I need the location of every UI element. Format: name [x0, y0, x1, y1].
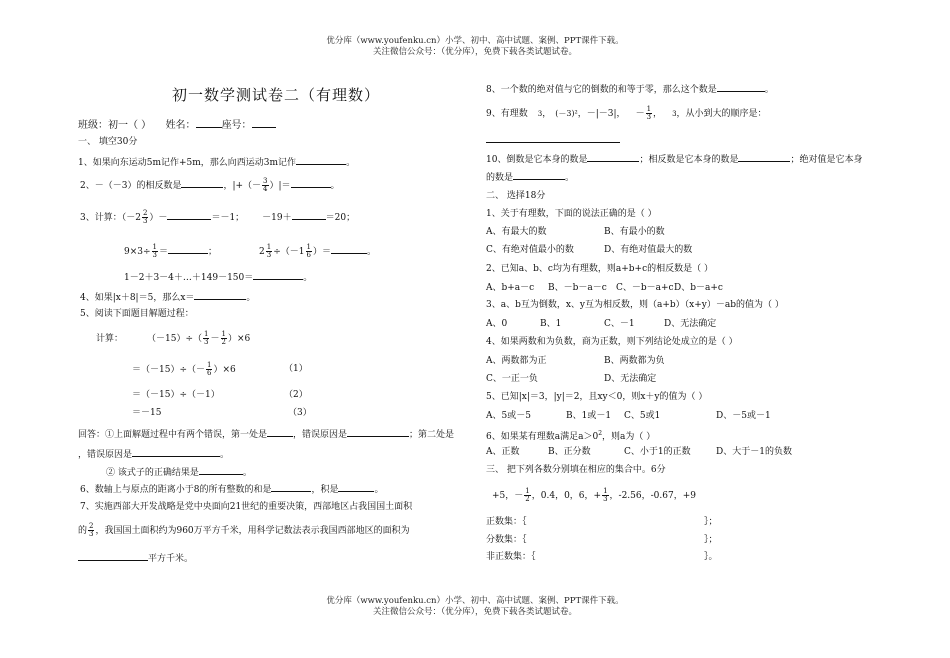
- footer-line-2: 关注微信公众号：（优分库），免费下载各类试题试卷。: [372, 607, 577, 617]
- step0-text-a: （－15）÷（: [147, 334, 203, 344]
- q10-text-a: 10、倒数是它本身的数是: [486, 155, 588, 165]
- choice-5-b[interactable]: B、1或－1: [566, 411, 612, 421]
- q9-abs-3: 3: [537, 110, 543, 118]
- choice-1-a[interactable]: A、有最大的数: [486, 227, 547, 237]
- choice-5: 5、已知|x|＝3，|y|＝2，且xy＜0，则x＋y的值为（ ）: [486, 392, 708, 402]
- step-3-number: （3）: [288, 408, 312, 418]
- q3-blank-4[interactable]: [331, 244, 367, 254]
- q3-text-a: 3、计算：（－2: [80, 213, 141, 223]
- calc-step-2: ＝（－15）÷（－1）: [132, 390, 220, 400]
- question-4: 4、如果|x＋8|＝5，那么x＝ 。: [80, 290, 255, 304]
- q9-power: (－3)²: [555, 109, 578, 118]
- q9-text-e: ，－|－3|，: [577, 109, 626, 119]
- q2-blank-2[interactable]: [291, 178, 331, 188]
- answer-text-d: ，错误原因是: [78, 450, 133, 460]
- answer-blank-3[interactable]: [132, 447, 220, 457]
- set-positive-end: ｝；: [704, 517, 718, 527]
- seat-label: 座号：: [221, 120, 252, 131]
- q3-text-d: －19＋: [262, 213, 292, 223]
- choice-2: 2、已知a、b、c均为有理数，则a+b+c的相反数是（ ）: [486, 264, 714, 274]
- q10-text-c: ；绝对值是它本身: [790, 155, 863, 165]
- q3-text-j: ÷（－1: [273, 247, 305, 257]
- fraction-1-3: $\frac{1}{3}$: [152, 243, 158, 259]
- question-5: 5、阅读下面题目解题过程：: [80, 309, 194, 319]
- question-8: [486, 82, 774, 96]
- q7-text-c: ，我国国土面积约为960万平方千米，用科学记数法表示我国西部地区的面积为: [95, 526, 410, 536]
- q3-text-h: ；: [208, 247, 218, 257]
- choice-2-b[interactable]: B、－b－a－c: [548, 283, 607, 293]
- q9-num-3: 3: [672, 110, 677, 118]
- q10-blank-3[interactable]: [513, 170, 565, 180]
- fraction-1-2: $\frac{1}{2}$: [221, 330, 226, 346]
- question-6: [80, 482, 384, 496]
- q3-text-b: ）－: [149, 213, 168, 223]
- q4-text: 4、如果|x＋8|＝5，那么x＝: [80, 293, 195, 303]
- set-fraction-label: 分数集：｛: [486, 535, 527, 545]
- q2-text-c: ）|＝: [269, 181, 291, 191]
- q3-text-i: 2: [259, 247, 265, 257]
- q10-text-b: ；相反数是它本身的数是: [639, 155, 739, 165]
- q3-blank-2[interactable]: [292, 210, 326, 220]
- student-info: [78, 116, 276, 131]
- c6-sup: 2: [598, 430, 603, 437]
- nums-text-c: ，-2.56，-0.67，+9: [609, 491, 696, 501]
- choice-1-d[interactable]: D、有绝对值最大的数: [604, 245, 693, 255]
- c6-zero: 0: [592, 432, 599, 442]
- answer-text-e: 。: [220, 450, 230, 460]
- fraction-1-3-r: $\frac{1}{3}$: [646, 105, 652, 121]
- choice-5-a[interactable]: A、5或－5: [486, 411, 531, 421]
- q10-text-d: 的数是: [486, 173, 514, 183]
- choice-4-b[interactable]: B、两数都为负: [604, 356, 665, 366]
- choice-2-a[interactable]: A、b+a－c: [486, 283, 535, 293]
- q3-blank-3[interactable]: [168, 244, 208, 254]
- header-line-2: 关注微信公众号：（优分库），免费下载各类试题试卷。: [372, 47, 577, 57]
- fraction-1-6: $\frac{1}{6}$: [306, 243, 311, 259]
- q6-text-c: 。: [374, 485, 384, 495]
- choice-5-d[interactable]: D、－5或－1: [716, 411, 771, 421]
- step-1-number: （1）: [284, 364, 308, 374]
- q6-blank-1[interactable]: [271, 482, 311, 492]
- q9-text-i: ，从小到大的顺序是：: [676, 109, 767, 119]
- step-2-number: （2）: [284, 390, 308, 400]
- choice-4-d[interactable]: D、无法确定: [604, 374, 657, 384]
- q3-text-k: ）＝: [313, 247, 332, 257]
- nums-text-a: +5，－: [492, 491, 524, 501]
- q2-text-a: 2、－（－3）的相反数是: [80, 181, 182, 191]
- question-9: [486, 106, 767, 121]
- calc-step-1: [132, 362, 236, 377]
- q9-blank[interactable]: [486, 133, 620, 143]
- question-3-line-2: [124, 244, 376, 259]
- q2-blank-1[interactable]: [181, 178, 223, 188]
- fraction-3-4: $\frac{3}{4}$: [263, 177, 268, 193]
- answer-text-f: ② 该式子的正确结果是: [106, 468, 199, 478]
- question-7-line-1: 7、实施西部大开发战略是党中央面向21世纪的重要决策，西部地区占我国国土面积: [80, 502, 413, 512]
- q10-end: 。: [565, 173, 575, 183]
- choice-3-d[interactable]: D、无法确定: [664, 319, 717, 329]
- answer-blank-2[interactable]: [347, 427, 409, 437]
- choice-6-d[interactable]: D、大于－1的负数: [716, 447, 792, 457]
- class-label: 班级：初一（ ）: [78, 120, 152, 131]
- question-1: 1、如果向东运动5m记作+5m，那么向西运动3m记作 。: [78, 155, 355, 169]
- step0-text-c: ）×6: [227, 334, 251, 344]
- fraction-1-3c: $\frac{1}{3}$: [204, 330, 209, 346]
- q9-comma2: ，: [653, 109, 663, 119]
- set-nonpositive-end: ｝。: [704, 552, 718, 562]
- question-1-text: 1、如果向东运动5m记作+5m，那么向西运动3m记作: [78, 158, 297, 168]
- q6-blank-2[interactable]: [338, 482, 374, 492]
- q7-text-b: 的: [78, 526, 88, 536]
- choice-5-c[interactable]: C、5或1: [624, 411, 661, 421]
- q9-answer-line: [486, 133, 620, 147]
- q6-text-a: 6、数轴上与原点的距离小于8的所有整数的和是: [80, 485, 272, 495]
- choice-1: 1、关于有理数，下面的说法正确的是（ ）: [486, 209, 657, 219]
- q7-blank[interactable]: [78, 551, 148, 561]
- q6-text-b: ，积是: [311, 485, 339, 495]
- q10-blank-2[interactable]: [738, 152, 790, 162]
- header-line-1: 优分库（www.youfenku.cn）小学、初中、高中试题、案例、PPT课件下载。: [326, 36, 624, 46]
- question-2: 2、－（－3）的相反数是 ，|+（－ $\frac{3}{4}$ ）|＝ 。: [80, 177, 340, 193]
- q3-text-l: 。: [367, 247, 377, 257]
- q3-text-f: 9×3÷: [124, 247, 151, 257]
- choice-6-c[interactable]: C、小于1的正数: [624, 447, 691, 457]
- fraction-2-3b: $\frac{2}{3}$: [89, 522, 94, 538]
- answer-line-2: [78, 447, 229, 461]
- answer-blank-1[interactable]: [267, 427, 293, 437]
- set-fraction-end: ｝；: [704, 535, 718, 545]
- q3-blank-1[interactable]: [167, 210, 211, 220]
- question-3-line-1: [80, 210, 355, 225]
- answer-text-b: ，错误原因是: [293, 430, 348, 440]
- q8-blank[interactable]: [717, 82, 765, 92]
- answer-blank-4[interactable]: [199, 465, 243, 475]
- answer-text-g: 。: [242, 468, 252, 478]
- step1-text-a: ＝（－15）÷（－: [132, 365, 205, 375]
- question-10-line-1: [486, 152, 862, 166]
- choice-4-a[interactable]: A、两数都为正: [486, 356, 547, 366]
- fraction-1-3-r2: $\frac{1}{3}$: [603, 487, 608, 503]
- q3-text-e: ＝20；: [325, 213, 356, 223]
- choice-4-c[interactable]: C、一正一负: [486, 374, 538, 384]
- step1-text-b: ）×6: [213, 365, 236, 375]
- q3-text-c: ＝－1；: [211, 213, 245, 223]
- fraction-1-2-r: $\frac{1}{2}$: [525, 487, 530, 503]
- fraction-1-3b: $\frac{1}{3}$: [266, 243, 272, 259]
- number-list: [492, 488, 696, 503]
- footer-line-1: 优分库（www.youfenku.cn）小学、初中、高中试题、案例、PPT课件下载。: [326, 596, 624, 606]
- calc-step-3: ＝－15: [132, 408, 162, 418]
- fraction-2-3: $\frac{2}{3}$: [142, 209, 148, 225]
- set-positive-label: 正数集：｛: [486, 517, 527, 527]
- question-7-line-3: [78, 551, 193, 565]
- question-3-line-3: 1－2＋3－4＋…＋149－150＝ 。: [124, 270, 312, 284]
- q9-text-a: 9、有理数: [486, 109, 528, 119]
- answer-text-a: 回答：①上面解题过程中有两个错误，第一处是: [78, 430, 268, 440]
- q3-text-g: ＝: [159, 247, 169, 257]
- section-3-heading: 三、 把下列各数分别填在相应的集合中。6分: [486, 465, 666, 475]
- choice-2-c[interactable]: C、－b－a+c: [616, 283, 674, 293]
- choice-1-b[interactable]: B、有最小的数: [604, 227, 665, 237]
- c6-text-c: ，则a为（ ）: [602, 432, 656, 442]
- q1-blank[interactable]: [296, 155, 346, 165]
- name-label: 姓名：: [165, 120, 196, 131]
- q3-text-m: 1－2＋3－4＋…＋149－150＝: [124, 273, 254, 283]
- q7-text-d: 平方千米。: [148, 554, 194, 564]
- q3-blank-5[interactable]: [253, 270, 303, 280]
- answer-text-c: ；第二处是: [409, 430, 455, 440]
- c6-text-a: 6、如果某有理数a满足a＞: [486, 432, 593, 442]
- section-2-heading: 二、 选择18分: [486, 191, 546, 201]
- choice-3-c[interactable]: C、－1: [604, 319, 635, 329]
- calc-label: 计算：: [96, 334, 124, 344]
- fraction-1-6b: $\frac{1}{6}$: [207, 361, 212, 377]
- q10-blank-1[interactable]: [587, 152, 639, 162]
- question-7-line-2: [78, 523, 410, 538]
- q4-blank[interactable]: [194, 290, 246, 300]
- q9-minus: －: [635, 109, 645, 119]
- q8-end: 。: [764, 85, 774, 95]
- choice-2-d[interactable]: D、b－a+c: [674, 283, 723, 293]
- set-nonpositive-label: 非正数集：｛: [486, 552, 536, 562]
- choice-3-a[interactable]: A、0: [486, 319, 508, 329]
- section-1-heading: 一、 填空30分: [78, 137, 138, 147]
- answer-line-3: [106, 465, 252, 479]
- choice-3-b[interactable]: B、1: [540, 319, 562, 329]
- q9-comma: ，: [542, 109, 552, 119]
- nums-text-b: ，0.4，0，6，+: [531, 491, 602, 501]
- choice-4: 4、如果两数和为负数，商为正数，则下列结论处成立的是（ ）: [486, 337, 738, 347]
- answer-line-1: [78, 427, 454, 441]
- question-10-line-2: [486, 170, 574, 184]
- choice-6: [486, 428, 655, 443]
- seat-blank[interactable]: [252, 118, 276, 128]
- page-title: 初一数学测试卷二（有理数）: [172, 86, 381, 104]
- q2-text-b: ，|+（－: [223, 181, 262, 191]
- choice-6-a[interactable]: A、正数: [486, 447, 520, 457]
- calc-step-0: [96, 331, 250, 346]
- step0-text-b: －: [210, 334, 220, 344]
- q8-text: 8、一个数的绝对值与它的倒数的和等于零，那么这个数是: [486, 85, 717, 95]
- choice-6-b[interactable]: B、正分数: [548, 447, 591, 457]
- choice-3: 3、a、b互为倒数，x、y互为相反数，则（a+b）（x+y）－ab的值为（ ）: [486, 300, 784, 310]
- choice-1-c[interactable]: C、有绝对值最小的数: [486, 245, 574, 255]
- name-blank[interactable]: [196, 118, 222, 128]
